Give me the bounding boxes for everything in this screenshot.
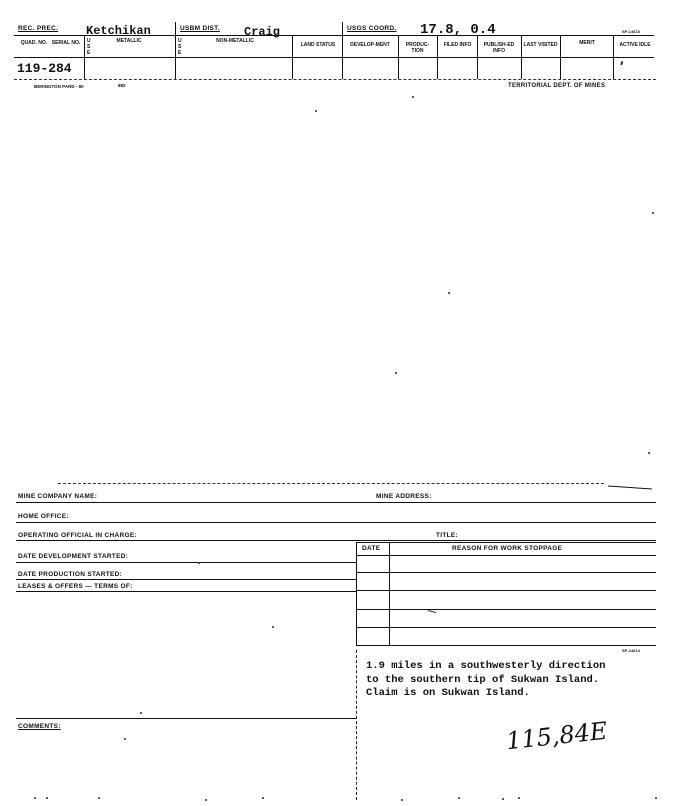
form-rule xyxy=(16,718,356,719)
mine-address-label: MINE ADDRESS: xyxy=(376,493,432,500)
divider xyxy=(84,36,85,79)
speck xyxy=(655,797,657,799)
serial-label: SERIAL NO. xyxy=(51,40,81,46)
stoppage-date-header: DATE xyxy=(362,545,381,552)
divider xyxy=(477,36,478,79)
stoppage-row-rule xyxy=(356,609,656,610)
stoppage-date-divider xyxy=(389,542,390,645)
date-development-label: DATE DEVELOPMENT STARTED: xyxy=(18,553,129,560)
speck xyxy=(272,626,274,628)
published-info-label: PUBLISH-ED INFO xyxy=(483,42,515,54)
divider xyxy=(521,36,522,79)
form-rule xyxy=(16,522,656,523)
operating-official-label: OPERATING OFFICIAL IN CHARGE: xyxy=(18,532,137,539)
speck xyxy=(395,372,397,374)
metallic-label: METALLIC xyxy=(116,38,142,44)
speck xyxy=(458,797,460,799)
department-name: TERRITORIAL DEPT. OF MINES xyxy=(508,83,606,89)
speck xyxy=(412,96,414,98)
development-label: DEVELOP-MENT xyxy=(350,42,390,48)
divider xyxy=(560,36,561,79)
filed-info-label: FILED INFO xyxy=(443,42,472,48)
form-rule xyxy=(16,579,356,580)
header-bottom-rule xyxy=(14,79,656,80)
speck xyxy=(518,797,520,799)
divider xyxy=(175,22,176,79)
non-metallic-label: NON-METALLIC xyxy=(216,38,254,44)
stoppage-row-rule xyxy=(356,590,656,591)
usgs-coord-value: 17.8, 0.4 xyxy=(420,22,496,38)
column-divider xyxy=(356,650,357,800)
active-idle-mark: ′ xyxy=(620,58,624,74)
leases-offers-label: LEASES & OFFERS — TERMS OF: xyxy=(18,583,133,590)
speck xyxy=(205,799,207,801)
stoppage-table-top xyxy=(356,542,656,543)
usgs-coord-label: USGS COORD. xyxy=(347,25,397,32)
usbm-dist-label: USBM DIST. xyxy=(180,25,220,32)
speck xyxy=(124,738,126,740)
home-office-label: HOME OFFICE: xyxy=(18,513,69,520)
quad-serial-value: 119-284 xyxy=(17,61,72,76)
merit-label: MERIT xyxy=(579,40,595,46)
card-code: 882 xyxy=(118,83,126,88)
stoppage-reason-header: REASON FOR WORK STOPPAGE xyxy=(452,545,563,552)
speck xyxy=(448,292,450,294)
location-note-line-1: 1.9 miles in a southwesterly direction xyxy=(366,660,606,672)
divider xyxy=(292,36,293,79)
form-number-top: SP-14615 xyxy=(622,29,640,34)
divider xyxy=(437,36,438,79)
use-letters-nonmetallic: U S E xyxy=(178,38,182,56)
usbm-dist-value: Craig xyxy=(244,25,281,39)
speck xyxy=(34,797,36,799)
land-status-label: LAND STATUS xyxy=(300,42,336,48)
form-number-bottom: SP-14614 xyxy=(622,648,640,653)
divider xyxy=(342,22,343,79)
quad-label: QUAD. NO. xyxy=(20,40,48,46)
rec-prec-value: Ketchikan xyxy=(86,24,151,38)
speck xyxy=(401,799,403,801)
stoppage-row-rule xyxy=(356,627,656,628)
form-rule xyxy=(16,562,356,563)
date-production-label: DATE PRODUCTION STARTED: xyxy=(18,571,123,578)
speck xyxy=(502,798,504,800)
speck xyxy=(140,712,142,714)
stoppage-left-edge xyxy=(356,542,357,645)
divider xyxy=(613,36,614,79)
header-mid-rule xyxy=(14,57,654,58)
speck xyxy=(98,797,100,799)
stoppage-row-rule xyxy=(356,572,656,573)
speck xyxy=(315,110,317,112)
speck xyxy=(46,797,48,799)
comments-label: COMMENTS: xyxy=(18,723,61,730)
location-note-line-2: to the southern tip of Sukwan Island. xyxy=(366,673,600,686)
form-corner-stroke xyxy=(608,485,652,489)
active-idle-label: ACTIVE IDLE xyxy=(619,42,651,48)
form-rule xyxy=(16,502,656,503)
stoppage-row-rule xyxy=(356,555,656,556)
form-rule xyxy=(16,540,656,541)
handwritten-number: 115,84E xyxy=(504,716,609,756)
title-label: TITLE: xyxy=(436,532,459,539)
location-note xyxy=(366,660,605,701)
location-note-line-3: Claim is on Sukwan Island. xyxy=(366,687,530,699)
rec-prec-label: REC. PREC. xyxy=(18,25,59,32)
use-letters-metallic: U S E xyxy=(87,38,91,56)
divider xyxy=(398,36,399,79)
table-mark xyxy=(428,610,436,613)
last-visited-label: LAST VISITED xyxy=(523,42,558,48)
form-rule xyxy=(16,591,356,592)
card-printer: BERINGTON PARD - 80 xyxy=(34,84,84,89)
speck xyxy=(652,212,654,214)
production-label: PRODUC-TION xyxy=(405,42,430,54)
speck xyxy=(262,797,264,799)
stoppage-table-bottom xyxy=(356,645,656,646)
speck xyxy=(648,452,650,454)
form-top-dashed-rule xyxy=(58,483,604,484)
speck xyxy=(198,562,200,564)
mine-company-name-label: MINE COMPANY NAME: xyxy=(18,493,98,500)
